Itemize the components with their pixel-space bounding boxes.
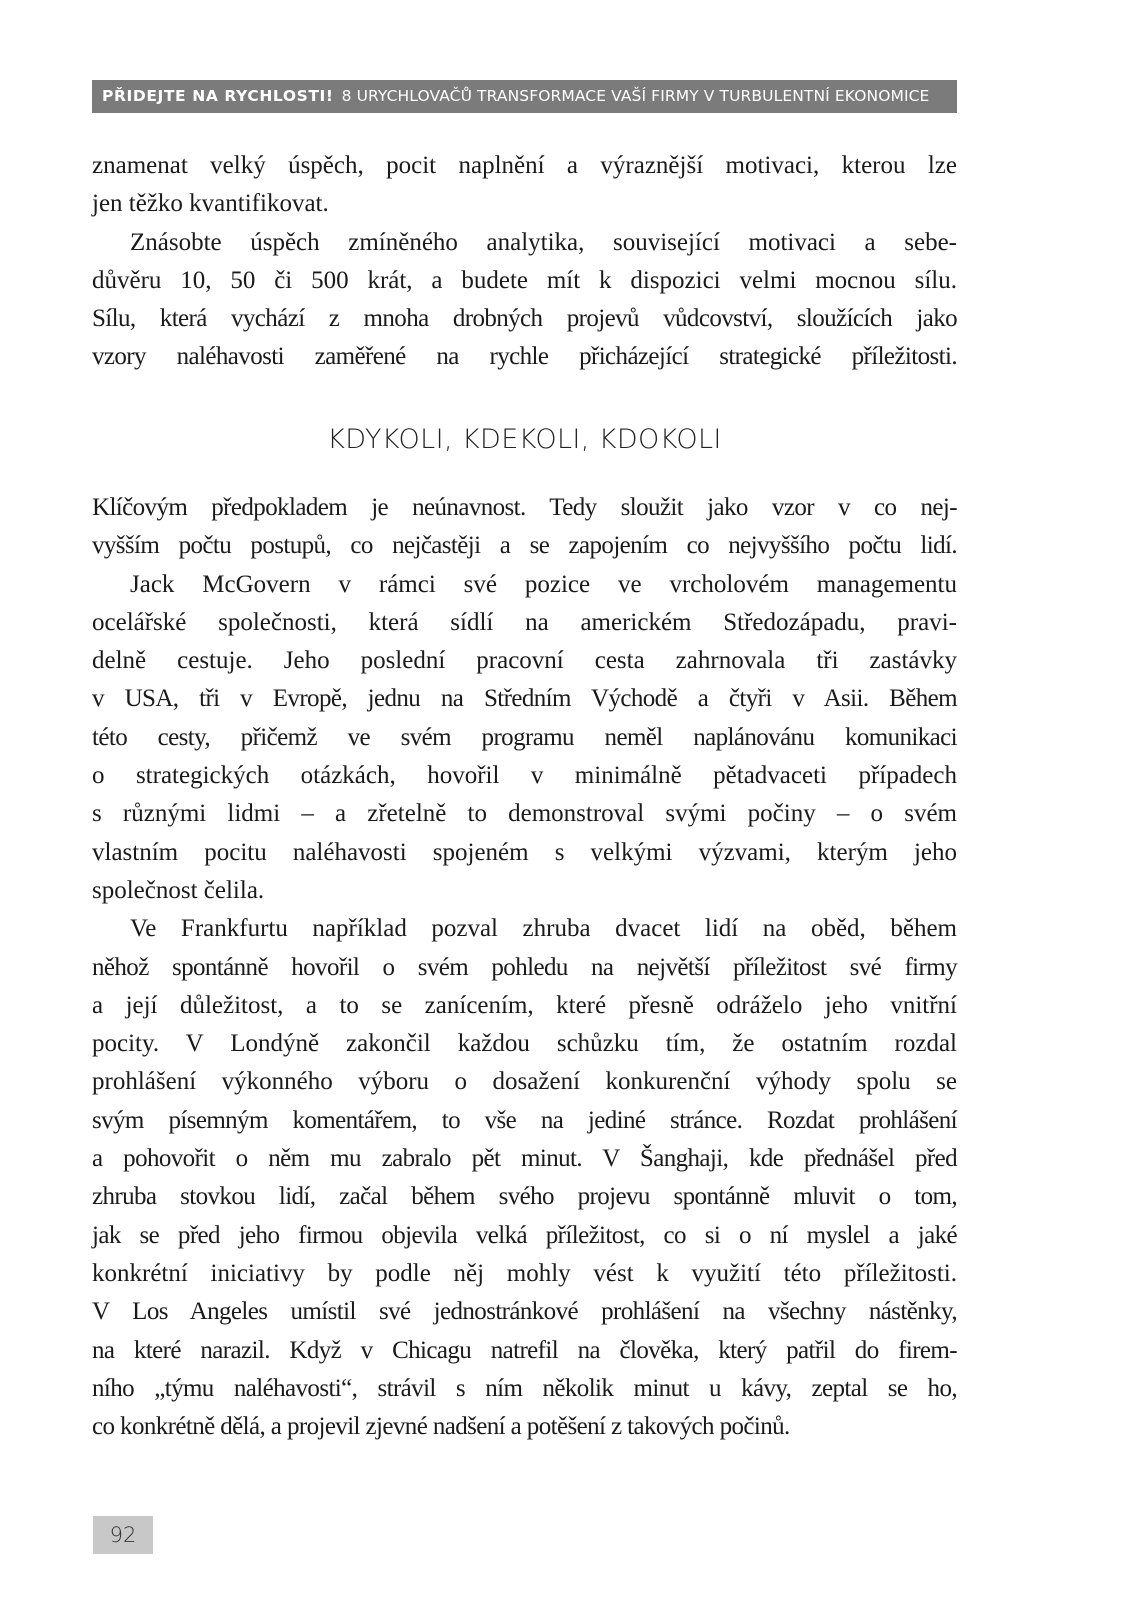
text-line: Ve Frankfurtu například pozval zhruba dvacet lidí na oběd, během bbox=[130, 915, 957, 943]
text-line: v USA, tři v Evropě, jednu na Středním Východě a čtyři v Asii. Během bbox=[92, 685, 957, 713]
text-line: V Los Angeles umístil své jednostránkové prohlášení na všechny nástěnky, bbox=[92, 1298, 957, 1326]
running-header bbox=[92, 80, 957, 113]
text-line: na které narazil. Když v Chicagu natrefil na člověka, který patřil do firem- bbox=[92, 1336, 957, 1364]
text-line: a její důležitost, a to se zanícením, které přesně odráželo jeho vnitřní bbox=[92, 991, 957, 1019]
text-line: něhož spontánně hovořil o svém pohledu na největší příležitost své firmy bbox=[92, 953, 957, 981]
text-line: konkrétní iniciativy by podle něj mohly vést k využití této příležitosti. bbox=[92, 1259, 957, 1287]
text-line: s různými lidmi – a zřetelně to demonstroval svými počiny – o svém bbox=[92, 800, 957, 828]
text-line: Znásobte úspěch zmíněného analytika, související motivaci a sebe- bbox=[130, 228, 957, 256]
text-line: znamenat velký úspěch, pocit naplnění a výraznější motivaci, kterou lze bbox=[92, 152, 957, 179]
text-line: vzory naléhavosti zaměřené na rychle přicházející strategické příležitosti. bbox=[92, 343, 957, 371]
text-line: společnost čelila. bbox=[92, 876, 265, 904]
text-line: jen těžko kvantifikovat. bbox=[92, 190, 329, 218]
text-line: zhruba stovkou lidí, začal během svého projevu spontánně mluvit o tom, bbox=[92, 1183, 957, 1211]
text-line: jak se před jeho firmou objevila velká příležitost, co si o ní myslel a jaké bbox=[92, 1221, 957, 1249]
text-line: vlastním pocitu naléhavosti spojeném s velkými výzvami, kterým jeho bbox=[92, 838, 957, 866]
text-line: ního „týmu naléhavosti“, strávil s ním několik minut u kávy, zeptal se ho, bbox=[92, 1374, 957, 1402]
paragraph-block-2 bbox=[92, 489, 957, 1446]
text-line: co konkrétně dělá, a projevil zjevné nadšení a potěšení z takových počinů. bbox=[92, 1413, 790, 1441]
text-line: a pohovořit o něm mu zabralo pět minut. V Šanghaji, kde přednášel před bbox=[92, 1145, 957, 1173]
text-line: důvěru 10, 50 či 500 krát, a budete mít k dispozici velmi mocnou sílu. bbox=[92, 266, 957, 294]
text-line: této cesty, přičemž ve svém programu neměl naplánovánu komunikaci bbox=[92, 723, 957, 751]
text-line: svým písemným komentářem, to vše na jediné stránce. Rozdat prohlášení bbox=[92, 1106, 957, 1134]
text-line: Klíčovým předpokladem je neúnavnost. Tedy sloužit jako vzor v co nej- bbox=[92, 494, 957, 521]
text-line: prohlášení výkonného výboru o dosažení konkurenční výhody spolu se bbox=[92, 1068, 957, 1096]
text-line: vyšším počtu postupů, co nejčastěji a se zapojením co nejvyššího počtu lidí. bbox=[92, 532, 957, 560]
text-line: Sílu, která vychází z mnoha drobných projevů vůdcovství, sloužících jako bbox=[92, 305, 957, 333]
page-number: 92 bbox=[93, 1516, 153, 1554]
running-header-subtitle: 8 URYCHLOVAČŮ TRANSFORMACE VAŠÍ FIRMY V TURBULENTNÍ EKONOMICE bbox=[341, 87, 930, 105]
text-line: Jack McGovern v rámci své pozice ve vrcholovém managementu bbox=[130, 570, 957, 598]
text-line: ocelářské společnosti, která sídlí na americkém Středozápadu, pravi- bbox=[92, 608, 957, 636]
text-line: delně cestuje. Jeho poslední pracovní cesta zahrnovala tři zastávky bbox=[92, 647, 957, 675]
text-line: pocity. V Londýně zakončil každou schůzku tím, že ostatním rozdal bbox=[92, 1030, 957, 1058]
section-heading: KDYKOLI, KDEKOLI, KDOKOLI bbox=[327, 424, 722, 455]
text-line: o strategických otázkách, hovořil v minimálně pětadvaceti případech bbox=[92, 762, 957, 790]
running-header-book-title: PŘIDEJTE NA RYCHLOSTI! bbox=[102, 87, 334, 105]
paragraph-block-1 bbox=[92, 147, 957, 377]
